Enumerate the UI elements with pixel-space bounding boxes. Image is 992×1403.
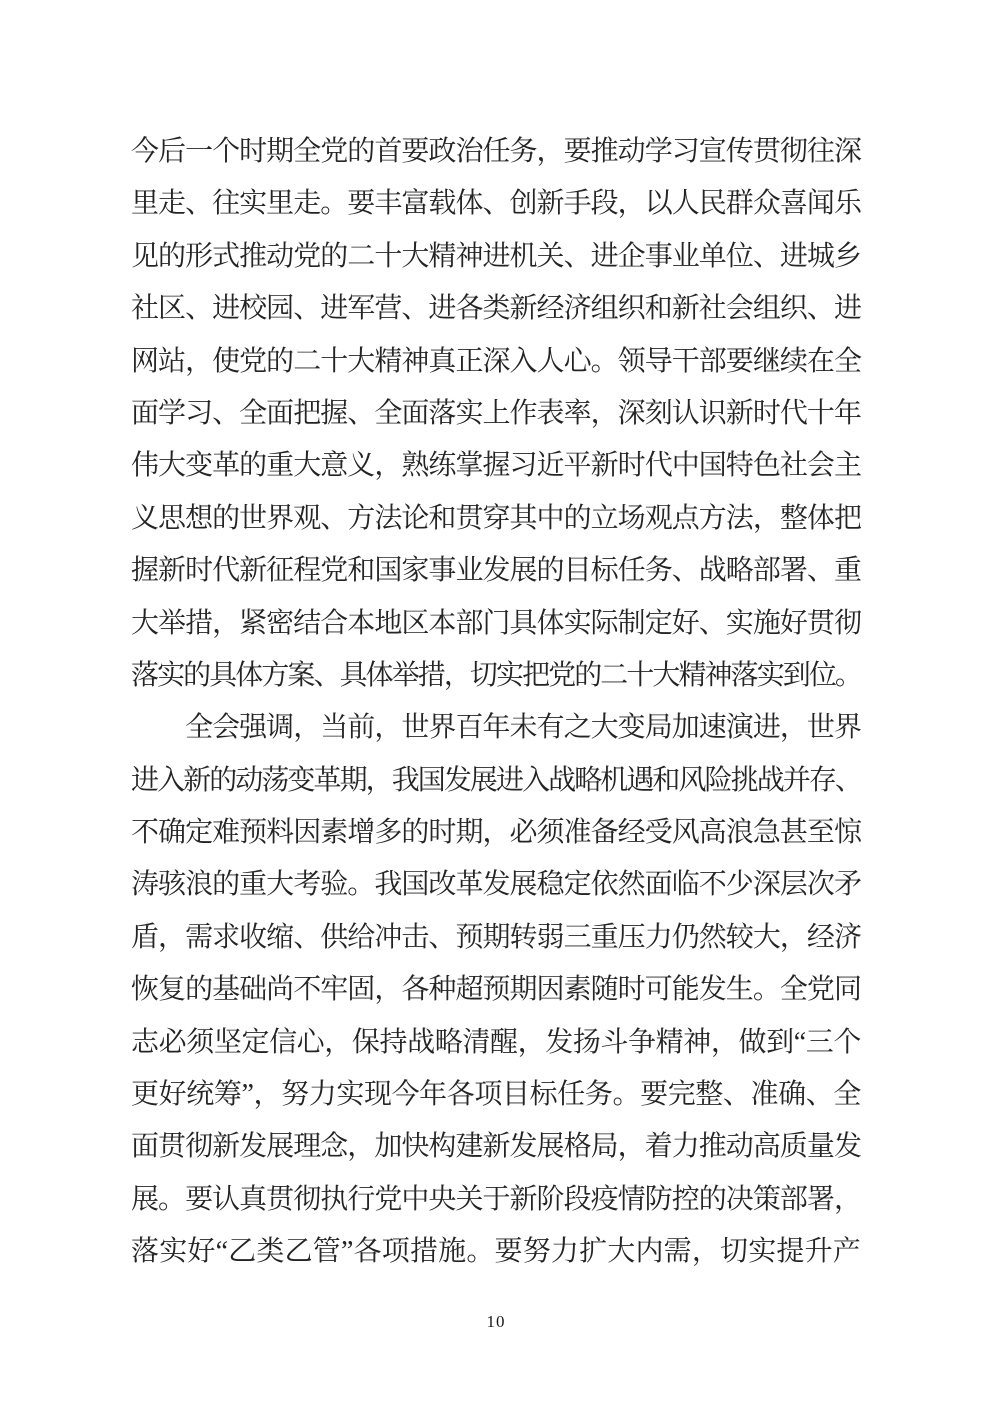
text-line: 志必须坚定信心，保持战略清醒，发扬斗争精神，做到“三个 xyxy=(131,1026,861,1058)
text-line: 恢复的基础尚不牢固，各种超预期因素随时可能发生。全党同 xyxy=(131,974,861,1006)
text-line: 伟大变革的重大意义，熟练掌握习近平新时代中国特色社会主 xyxy=(131,450,861,482)
text-line: 展。要认真贯彻执行党中央关于新阶段疫情防控的决策部署， xyxy=(131,1183,861,1215)
text-line: 义思想的世界观、方法论和贯穿其中的立场观点方法，整体把 xyxy=(131,502,861,534)
text-line: 握新时代新征程党和国家事业发展的目标任务、战略部署、重 xyxy=(131,555,861,587)
text-line: 不确定难预料因素增多的时期，必须准备经受风高浪急甚至惊 xyxy=(131,817,861,849)
text-line: 见的形式推动党的二十大精神进机关、进企事业单位、进城乡 xyxy=(131,240,861,272)
text-line: 更好统筹”，努力实现今年各项目标任务。要完整、准确、全 xyxy=(131,1079,861,1111)
text-line: 今后一个时期全党的首要政治任务，要推动学习宣传贯彻往深 xyxy=(131,136,861,167)
text-line: 涛骇浪的重大考验。我国改革发展稳定依然面临不少深层次矛 xyxy=(131,869,861,901)
text-line: 面学习、全面把握、全面落实上作表率，深刻认识新时代十年 xyxy=(131,397,861,429)
text-line: 全会强调，当前，世界百年未有之大变局加速演进，世界 xyxy=(131,712,861,744)
text-line: 面贯彻新发展理念，加快构建新发展格局，着力推动高质量发 xyxy=(131,1131,861,1163)
text-line: 大举措，紧密结合本地区本部门具体实际制定好、实施好贯彻 xyxy=(131,607,861,639)
body-text xyxy=(131,126,861,1279)
text-line: 网站，使党的二十大精神真正深入人心。领导干部要继续在全 xyxy=(131,345,861,377)
text-line: 社区、进校园、进军营、进各类新经济组织和新社会组织、进 xyxy=(131,293,861,325)
text-line: 落实好“乙类乙管”各项措施。要努力扩大内需，切实提升产 xyxy=(131,1236,861,1268)
page-number: 10 xyxy=(486,1312,506,1331)
text-line: 盾，需求收缩、供给冲击、预期转弱三重压力仍然较大，经济 xyxy=(131,921,861,953)
text-line: 里走、往实里走。要丰富载体、创新手段，以人民群众喜闻乐 xyxy=(131,188,861,220)
text-line: 落实的具体方案、具体举措，切实把党的二十大精神落实到位。 xyxy=(131,659,861,691)
text-line: 进入新的动荡变革期，我国发展进入战略机遇和风险挑战并存、 xyxy=(131,764,861,796)
